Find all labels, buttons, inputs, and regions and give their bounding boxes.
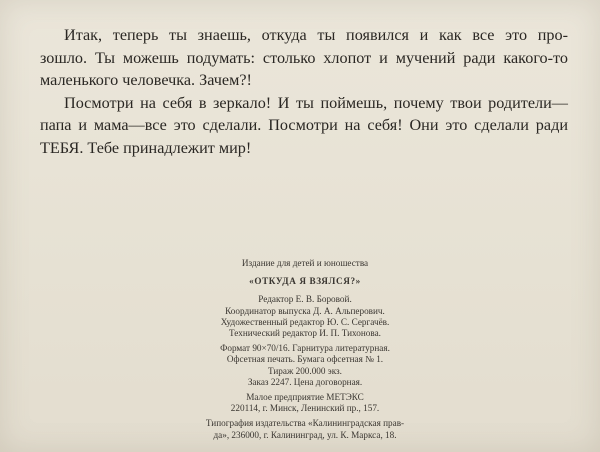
editor-credit: Редактор Е. В. Боровой. — [258, 294, 352, 305]
audience-note: Издание для детей и юношества — [241, 258, 369, 268]
text-line: маленького человечка. Зачем?! — [40, 71, 252, 89]
text-line: Посмотри на себя в зеркало! И ты поймешь, почему твои родители— — [64, 93, 568, 112]
art-editor-credit: Художественный редактор Ю. С. Сергачёв. — [220, 316, 390, 327]
tech-editor-credit: Технический редактор И. П. Тихонова. — [229, 328, 381, 339]
text-line: ТЕБЯ. Тебе принадлежит мир! — [40, 138, 252, 157]
coordinator-credit: Координатор выпуска Д. А. Альперович. — [225, 305, 385, 316]
text-line: Итак, теперь ты знаешь, откуда ты появился и как все это про- — [64, 26, 568, 44]
publisher-name: Малое предприятие МЕТЭКС — [246, 392, 364, 403]
order-info: Заказ 2247. Цена договорная. — [247, 376, 363, 387]
publisher-address: 220114, г. Минск, Ленинский пр., 157. — [230, 403, 380, 414]
circulation-info: Тираж 200.000 экз. — [268, 365, 342, 376]
text-line: папа и мама—все это сделали. Посмотри на себя! Они это сделали ради — [40, 116, 568, 134]
paragraph-1 — [40, 24, 568, 92]
book-title: «ОТКУДА Я ВЗЯЛСЯ?» — [249, 276, 361, 287]
main-text — [40, 24, 568, 159]
printer-line: Типография издательства «Калининградская прав- — [205, 418, 405, 429]
format-info: Формат 90×70/16. Гарнитура литературная. — [220, 343, 390, 354]
colophon — [170, 258, 440, 441]
paragraph-2 — [40, 92, 568, 160]
text-line: зошло. Ты можешь подумать: столько хлопот и мучений ради какого-то — [40, 48, 568, 67]
printing-info: Офсетная печать. Бумага офсетная № 1. — [226, 354, 384, 365]
printer-line: да», 236000, г. Калининград, ул. К. Маркса, 18. — [213, 429, 397, 440]
